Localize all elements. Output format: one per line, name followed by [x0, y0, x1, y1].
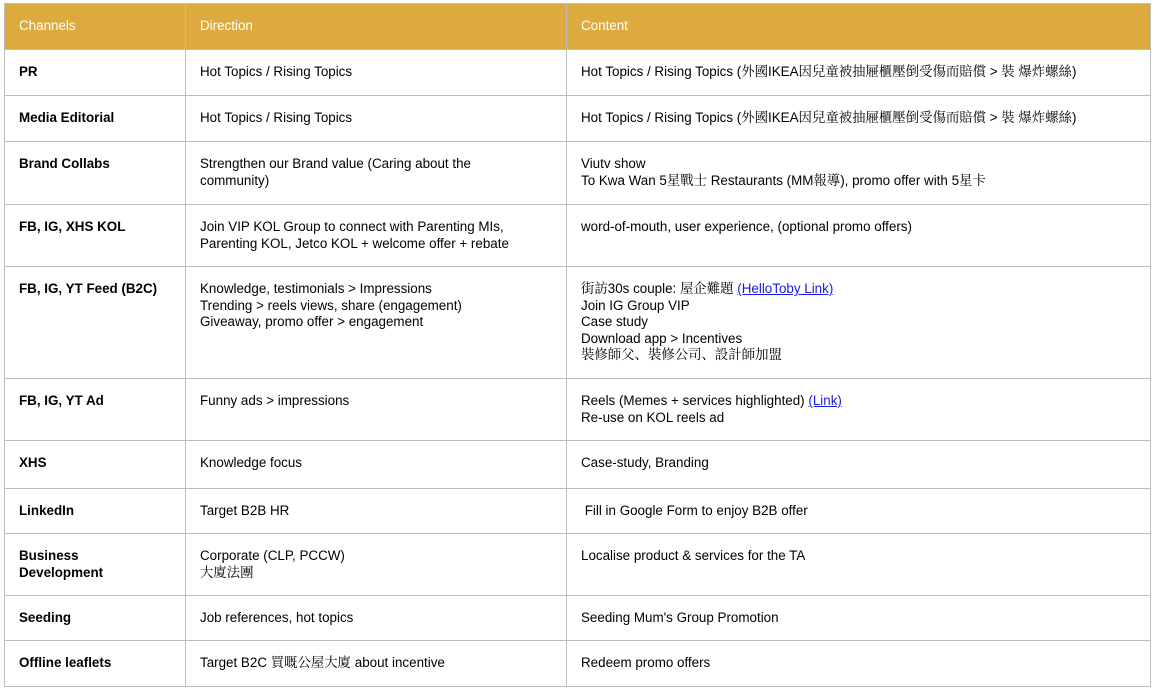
content-cell — [567, 379, 1151, 441]
direction-line: Target B2C 買嘅公屋大廈 about incentive — [200, 655, 445, 670]
channel-cell — [5, 379, 186, 441]
direction-cell — [186, 142, 567, 205]
content-text: To Kwa Wan 5星戰士 Restaurants (MM報導), promo offer with 5星卡 — [581, 172, 986, 188]
channel-cell — [5, 205, 186, 267]
direction-line: Hot Topics / Rising Topics — [200, 64, 353, 79]
document-page — [4, 3, 1151, 687]
direction-line: Target B2B HR — [200, 503, 290, 518]
content-line — [581, 393, 1136, 410]
direction-cell — [186, 205, 567, 267]
direction-line: Knowledge, testimonials > Impressions — [200, 281, 432, 296]
content-line — [581, 655, 1136, 672]
content-cell — [567, 267, 1151, 379]
channels-table — [4, 3, 1151, 687]
content-line — [581, 347, 1136, 364]
content-cell — [567, 96, 1151, 142]
content-link[interactable]: (HelloToby Link) — [737, 281, 834, 296]
content-text: Reels (Memes + services highlighted) — [581, 393, 809, 408]
content-line — [581, 281, 1136, 298]
content-line — [581, 610, 1136, 627]
channel-cell — [5, 96, 186, 142]
channel-name: Offline leaflets — [19, 655, 112, 670]
content-line — [581, 331, 1136, 348]
channel-name: FB, IG, YT Ad — [19, 393, 104, 408]
content-line — [581, 219, 1136, 236]
channel-cell — [5, 596, 186, 641]
content-cell — [567, 596, 1151, 641]
content-text: 裝修師父、裝修公司、設計師加盟 — [581, 347, 782, 363]
direction-cell — [186, 441, 567, 489]
content-cell — [567, 534, 1151, 596]
header-content: Content — [567, 4, 1151, 50]
channel-cell — [5, 441, 186, 489]
channel-cell — [5, 267, 186, 379]
channel-name: Brand Collabs — [19, 156, 110, 171]
content-text: Redeem promo offers — [581, 655, 711, 670]
direction-line: community) — [200, 172, 270, 188]
table-row — [5, 641, 1151, 687]
direction-line: Knowledge focus — [200, 455, 302, 470]
channel-name: FB, IG, XHS KOL — [19, 219, 126, 234]
direction-line: Join VIP KOL Group to connect with Parenting MIs, — [200, 219, 504, 234]
channel-name: XHS — [19, 455, 47, 470]
content-text: Case study — [581, 314, 648, 330]
content-cell — [567, 205, 1151, 267]
content-text: Hot Topics / Rising Topics (外國IKEA因兒童被抽屜櫃壓倒受傷而賠償 > 裝 爆炸螺絲) — [581, 64, 1077, 79]
content-text: Re-use on KOL reels ad — [581, 409, 725, 425]
channel-cell — [5, 142, 186, 205]
content-line — [581, 410, 1136, 427]
direction-line: Trending > reels views, share (engagement) — [200, 297, 462, 313]
content-line — [581, 156, 1136, 173]
direction-cell — [186, 534, 567, 596]
table-row — [5, 534, 1151, 596]
table-row — [5, 489, 1151, 534]
table-row — [5, 50, 1151, 96]
channel-name: LinkedIn — [19, 503, 75, 518]
content-line — [581, 173, 1136, 190]
content-line — [581, 64, 1136, 81]
content-line — [581, 314, 1136, 331]
content-text: Fill in Google Form to enjoy B2B offer — [581, 503, 808, 518]
direction-cell — [186, 96, 567, 142]
table-row — [5, 267, 1151, 379]
content-line — [581, 455, 1136, 472]
direction-line: Corporate (CLP, PCCW) — [200, 548, 345, 563]
channel-name: FB, IG, YT Feed (B2C) — [19, 281, 158, 296]
content-cell — [567, 641, 1151, 687]
content-text: Viutv show — [581, 156, 646, 171]
direction-line: Strengthen our Brand value (Caring about the — [200, 156, 471, 171]
content-cell — [567, 441, 1151, 489]
header-channels: Channels — [5, 4, 186, 50]
direction-cell — [186, 379, 567, 441]
channel-name: Seeding — [19, 610, 72, 625]
content-text: Seeding Mum's Group Promotion — [581, 610, 779, 625]
content-text: Case-study, Branding — [581, 455, 709, 470]
channel-cell — [5, 50, 186, 96]
content-line — [581, 298, 1136, 315]
channel-cell — [5, 489, 186, 534]
content-text: Localise product & services for the TA — [581, 548, 806, 563]
direction-cell — [186, 489, 567, 534]
table-header-row — [5, 4, 1151, 50]
table-row — [5, 596, 1151, 641]
direction-line: Parenting KOL, Jetco KOL + welcome offer + rebate — [200, 235, 509, 251]
content-cell — [567, 142, 1151, 205]
content-line — [581, 548, 1136, 565]
content-text: Download app > Incentives — [581, 330, 743, 346]
channel-cell — [5, 641, 186, 687]
header-direction: Direction — [186, 4, 567, 50]
content-line — [581, 110, 1136, 127]
channel-name: Business — [19, 548, 79, 563]
table-row — [5, 379, 1151, 441]
table-row — [5, 441, 1151, 489]
content-line — [581, 503, 1136, 520]
content-link[interactable]: (Link) — [808, 393, 842, 408]
direction-cell — [186, 50, 567, 96]
table-row — [5, 96, 1151, 142]
direction-cell — [186, 596, 567, 641]
channel-name: Development — [19, 564, 104, 580]
direction-cell — [186, 641, 567, 687]
content-cell — [567, 50, 1151, 96]
table-row — [5, 205, 1151, 267]
direction-line: Hot Topics / Rising Topics — [200, 110, 353, 125]
content-text: Hot Topics / Rising Topics (外國IKEA因兒童被抽屜櫃壓倒受傷而賠償 > 裝 爆炸螺絲) — [581, 110, 1077, 125]
direction-line: Job references, hot topics — [200, 610, 354, 625]
direction-line: 大廈法團 — [200, 564, 254, 580]
channel-cell — [5, 534, 186, 596]
direction-line: Giveaway, promo offer > engagement — [200, 314, 424, 330]
table-row — [5, 142, 1151, 205]
content-text: word-of-mouth, user experience, (optional promo offers) — [581, 219, 912, 234]
channel-name: PR — [19, 64, 38, 79]
channel-name: Media Editorial — [19, 110, 115, 125]
content-cell — [567, 489, 1151, 534]
content-text: 街訪30s couple: 屋企難題 — [581, 281, 738, 296]
content-text: Join IG Group VIP — [581, 297, 690, 313]
direction-line: Funny ads > impressions — [200, 393, 350, 408]
direction-cell — [186, 267, 567, 379]
